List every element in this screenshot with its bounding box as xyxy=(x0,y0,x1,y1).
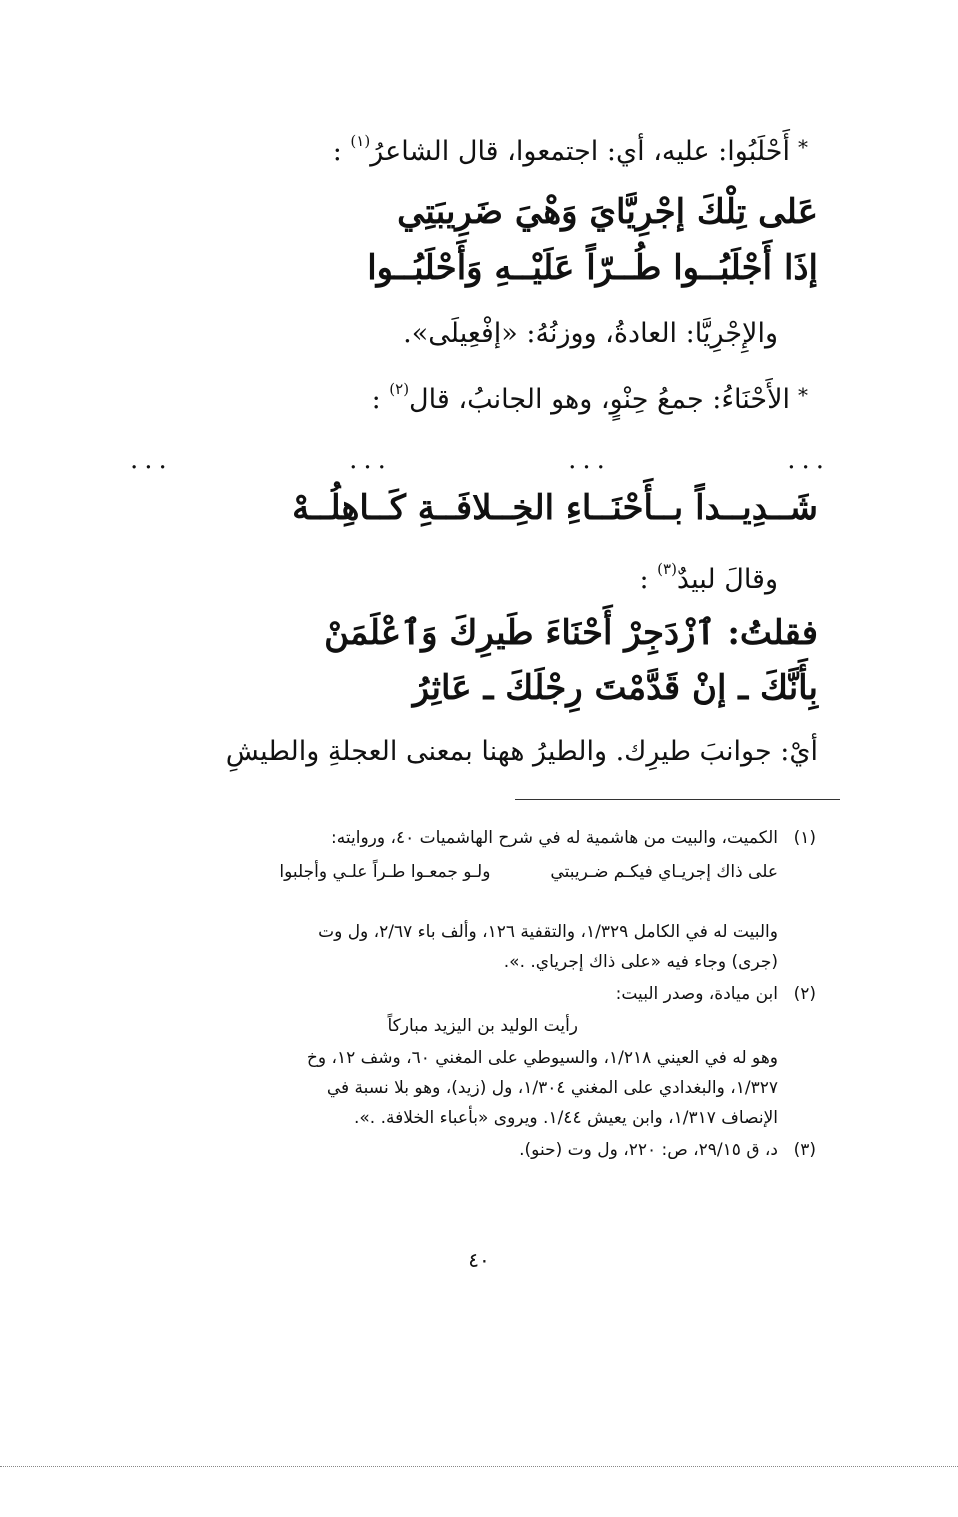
footnote-2-line-3: وهو له في العيني ١/٢١٨، والسيوطي على المغني ٦٠، وشف ١٢، وخ xyxy=(306,1048,778,1068)
ellipsis: ... xyxy=(568,445,611,475)
footnote-1-line-4: (جرى) وجاء فيه «على ذاك إجرياي. .». xyxy=(503,952,778,972)
ellipsis: ... xyxy=(787,445,830,475)
footnote-number: (٣) xyxy=(793,1140,816,1160)
ellipsis-row xyxy=(130,445,830,475)
footnote-text: د، ق ٢٩/١٥، ص: ٢٢٠، ول وت (حنو). xyxy=(519,1140,778,1160)
verse-3-line-1: فقلتُ: ٱزْدَجِرْ أَحْنَاءَ طَيرِكَ وَٱعْلَمَنْ xyxy=(324,613,818,653)
entry-colon: : xyxy=(332,136,342,167)
entry-text: وقالَ لبيدٌ xyxy=(676,564,778,595)
entry-text: أَحْلَبُوا: عليه، أي: اجتمعوا، قال الشاعرُ xyxy=(370,136,790,167)
footnote-2-verse: رأيت الوليد بن اليزيد مباركاً xyxy=(387,1016,578,1036)
footnote-1-verse xyxy=(279,862,778,882)
entry-colon: : xyxy=(371,384,381,415)
footnote-1-line-3: والبيت له في الكامل ١/٣٢٩، والتقفية ١٢٦، وألف باء ٢/٦٧، ول وت xyxy=(318,922,778,942)
ellipsis: ... xyxy=(349,445,392,475)
footnote-2-line-4: ١/٣٢٧، والبغدادي على المغني ١/٣٠٤، ول (زيد)، وهو بلا نسبة في xyxy=(326,1078,778,1098)
verse-1-line-1: عَلى تِلْكَ إجْرِيَّايَ وَهْيَ ضَرِيبَتِي xyxy=(397,192,818,232)
verse-2: شَــدِيــداً بــأَحْنَــاءِ الخِــلافَــةِ كَــاهِلُــهْ xyxy=(292,488,818,528)
footnote-verse-second-hemistich: ولـو جمعـوا طـراً علـي وأجلبوا xyxy=(279,862,491,882)
entry-marker: * xyxy=(798,135,808,159)
footnote-ref: (٢) xyxy=(389,380,410,398)
footnote-ref: (١) xyxy=(350,132,371,150)
footnote-text: ابن ميادة، وصدر البيت: xyxy=(615,984,778,1004)
footnote-1-line-1 xyxy=(331,828,816,848)
page-number: ٤٠ xyxy=(468,1248,490,1272)
scan-bottom-edge xyxy=(0,1466,958,1467)
entry-marker: * xyxy=(798,383,808,407)
footnote-divider xyxy=(515,799,840,800)
gloss-ijriyya: والإِجْرِيَّا: العادةُ، ووزنُهُ: «إفْعِيلَى». xyxy=(403,318,778,349)
entry-colon: : xyxy=(639,564,649,595)
ellipsis: ... xyxy=(130,445,173,475)
footnote-2-line-1 xyxy=(616,984,816,1004)
entry-ahna xyxy=(372,380,808,415)
entry-text: الأَحْنَاءُ: جمعُ حِنْوٍ، وهو الجانبُ، قال xyxy=(409,384,790,415)
footnote-2-line-5: الإنصاف ١/٣١٧، وابن يعيش ١/٤٤. ويروى «بأعباء الخلافة. .». xyxy=(353,1108,778,1128)
footnote-3-line-1 xyxy=(519,1140,816,1160)
gloss-ahna-tayr: أيْ: جوانبَ طيرِك. والطيرُ ههنا بمعنى العجلةِ والطيشِ xyxy=(225,736,818,767)
footnote-ref: (٣) xyxy=(657,560,677,578)
entry-ahlabu xyxy=(333,132,808,167)
entry-labid xyxy=(639,560,778,595)
footnote-number: (١) xyxy=(793,828,816,848)
footnote-verse-first-hemistich: على ذاك إجريـاي فيكـم ضـريبتي xyxy=(550,862,778,882)
footnote-number: (٢) xyxy=(793,984,816,1004)
footnote-text: الكميت، والبيت من هاشمية له في شرح الهاشميات ٤٠، وروايته: xyxy=(331,828,778,848)
verse-3-line-2: بِأَنَّكَ ـ إنْ قَدَّمْتَ رِجْلَكَ ـ عَاثِرُ xyxy=(412,668,818,708)
verse-1-line-2: إذَا أَجْلَبُــوا طُــرّاً عَلَيْــهِ وَأَحْلَبُــوا xyxy=(367,248,818,288)
